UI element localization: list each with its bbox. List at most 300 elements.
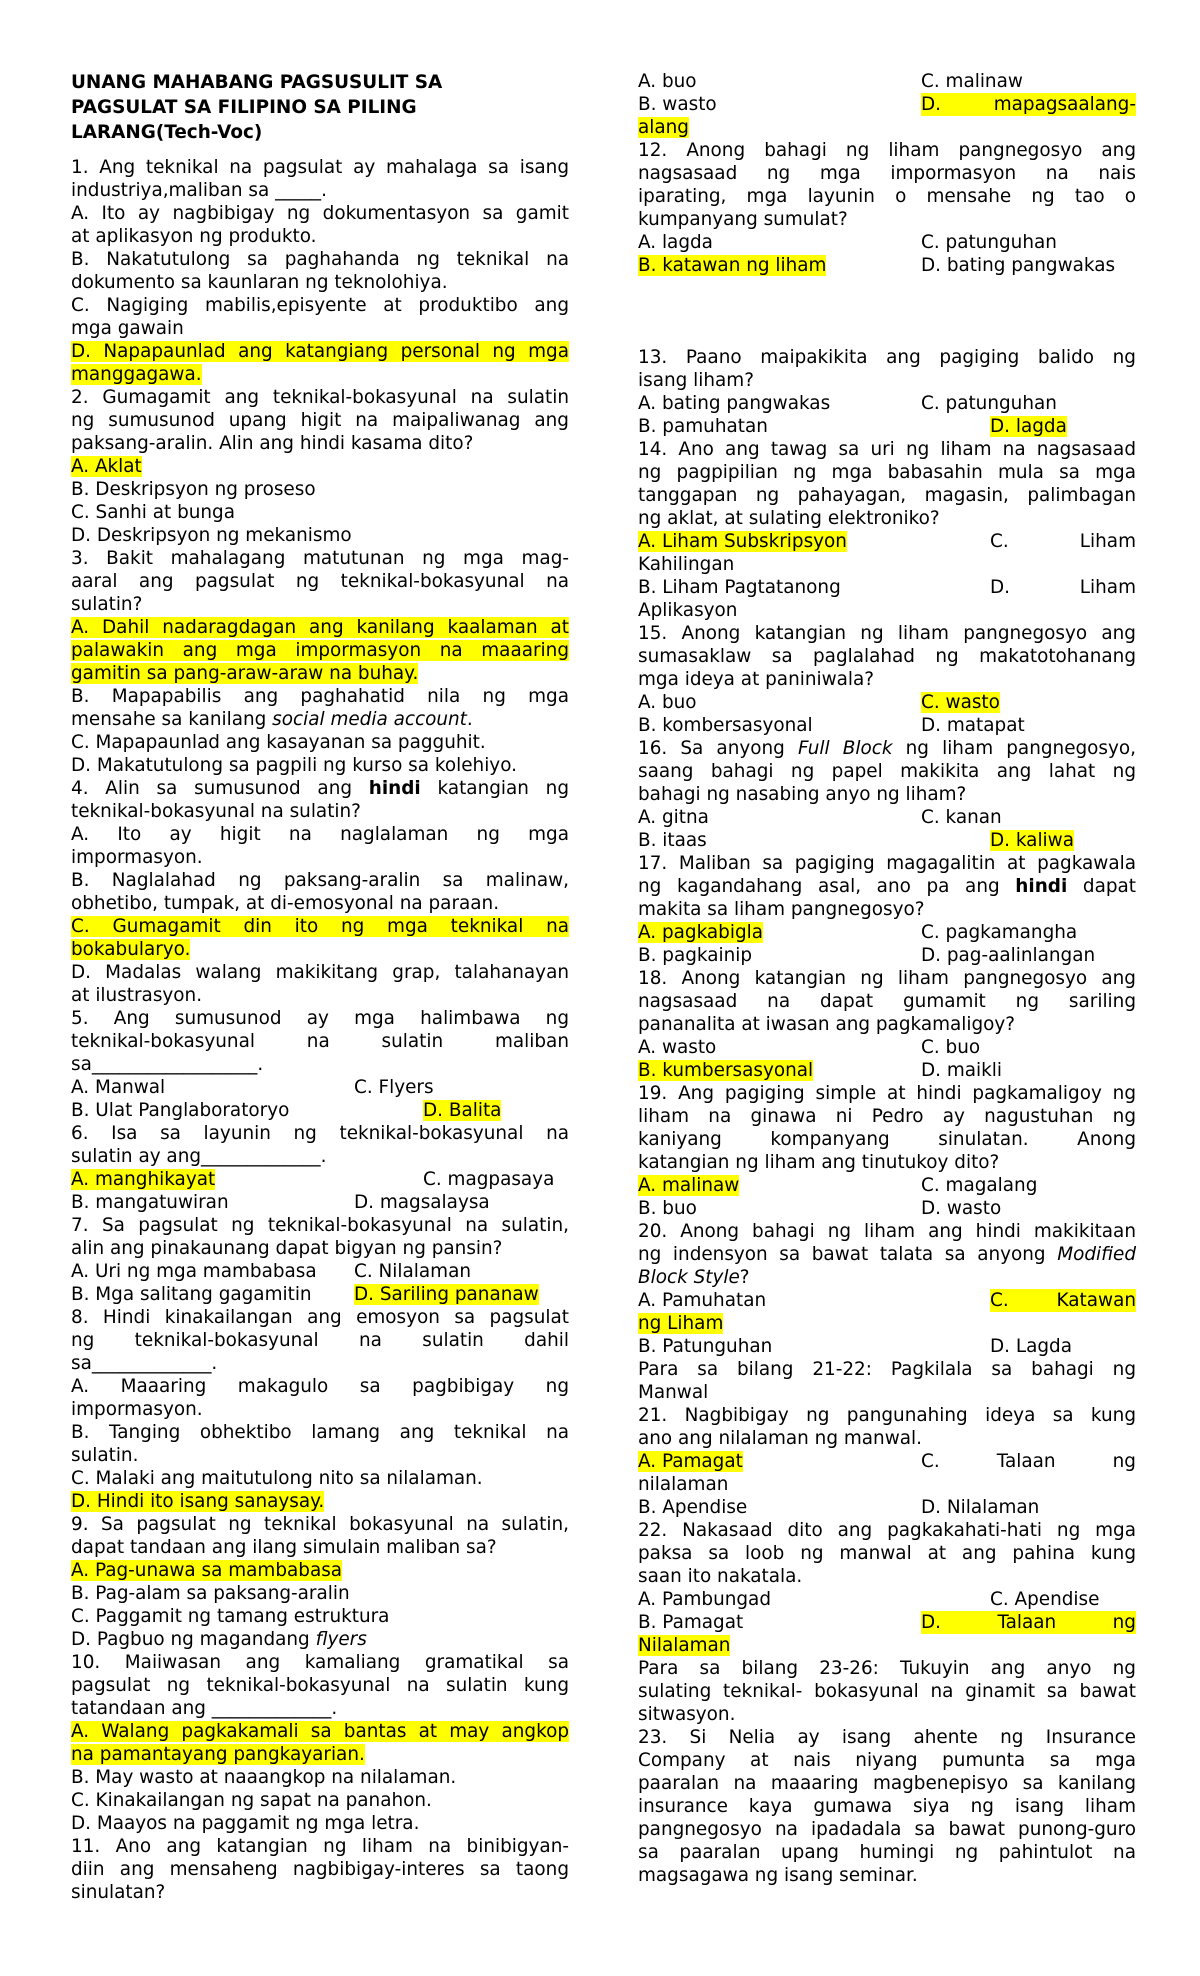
emphasis-text: hindi [1015,876,1068,897]
text-line [71,1122,569,1145]
answer-choice: A. Pamuhatan [638,1290,767,1311]
word: Talaan [997,1612,1057,1633]
answer-choice: B. buo [638,1198,697,1219]
word: ng [1112,1612,1136,1633]
text-line [638,461,1136,484]
text-line [71,1674,569,1697]
answer-choice: D. lagda [990,416,1067,437]
answer-choice-right [921,714,1025,737]
line-text: impormasyon. [71,847,203,868]
answer-choices-row [638,1588,1136,1611]
line-text: Para sa bilang 23-26: Tukuyin ang anyo ng [638,1658,1136,1679]
text-line [71,570,569,593]
line-text: dapat tandaan ang ilang simulain maliban sa? [71,1537,497,1558]
line-text: A. Aklat [71,456,142,477]
italic-text: social media account [272,709,467,730]
text-line [71,294,569,317]
answer-choice-right [921,921,1077,944]
line-text: 18. Anong katangian ng liham pangnegosyo ang [638,968,1136,989]
text-line [71,248,569,271]
text-line [71,1835,569,1858]
line-text: at aplikasyon ng produkto. [71,226,317,247]
answer-choice: B. wasto [638,94,717,115]
text-line [71,317,569,340]
answer-choices-row [638,944,1136,967]
text-line [71,685,569,708]
line-text: D. Madalas walang makikitang grap, talahanayan [71,962,569,983]
answer-choice-right [354,1260,471,1283]
text-line [638,1358,1136,1381]
text-line [71,1030,569,1053]
line-text: ng liham pangnegosyo, [892,738,1136,759]
line-text: 3. Bakit mahalagang matutunan ng mga mag- [71,548,569,569]
text-line [638,1151,1136,1174]
answer-choice: C. patunguhan [921,232,1057,253]
answer-choice: C. kanan [921,807,1002,828]
answer-choice [921,93,1136,116]
text-line [71,892,569,915]
line-text: at ilustrasyon. [71,985,203,1006]
text-line [71,593,569,616]
text-line [71,708,569,731]
answer-choices-row [638,1611,1136,1634]
line-text: dapat [1067,876,1136,897]
text-line [638,185,1136,208]
line-text: ng indensyon sa bawat talata sa anyong [638,1244,1058,1265]
answer-choice: D. Balita [423,1100,502,1121]
line-text: mensahe sa kanilang [71,709,273,730]
line-text: 15. Anong katangian ng liham pangnegosyo ang [638,623,1136,644]
text-line [638,1427,1136,1450]
line-text: saang bahagi ng papel makikita ang lahat ng [638,761,1136,782]
emphasis-text: hindi [368,778,421,799]
answer-choice: C. magalang [921,1175,1038,1196]
text-line [71,754,569,777]
line-text: 11. Ano ang katangian ng liham na binibigyan- [71,1836,569,1857]
answer-choice: C. patunguhan [921,393,1057,414]
line-text: 13. Paano maipakikita ang pagiging balido ng [638,347,1136,368]
line-text: 23. Si Nelia ay isang ahente ng Insurance [638,1727,1136,1748]
answer-choice: A. gitna [638,807,709,828]
line-text: industriya,maliban sa _____. [71,180,327,201]
answer-choice: A. buo [638,71,697,92]
answer-choice-right [354,1283,539,1306]
answer-choice: A. bating pangwakas [638,393,831,414]
word: Katawan [1056,1290,1136,1311]
line-text: ng Liham [638,1313,724,1334]
italic-text: Modified [1057,1244,1136,1265]
answer-choice-right [354,1076,434,1099]
text-line [638,484,1136,507]
line-text: tatandaan ang _____________. [71,1698,338,1719]
line-text: paksa sa loob ng manwal at ang pahina kung [638,1543,1136,1564]
word: Liham [1079,577,1136,598]
word: Talaan [996,1451,1056,1472]
text-line [638,162,1136,185]
line-text: nagsasaad na dapat gumamit ng sariling [638,991,1136,1012]
line-text: palawakin ang mga impormasyon na maaaring [71,640,569,661]
line-text: bokabularyo. [71,939,191,960]
text-line [71,1214,569,1237]
line-text: 1. Ang teknikal na pagsulat ay mahalaga sa isang [71,157,569,178]
answer-choice [921,1450,1136,1473]
text-line [71,800,569,823]
answer-choice: B. Mga salitang gagamitin [71,1284,312,1305]
line-text: sitwasyon. [638,1704,736,1725]
text-line [638,369,1136,392]
line-text: impormasyon. [71,1399,203,1420]
answer-choice-right [921,1496,1039,1519]
answer-choice: D. kaliwa [990,830,1074,851]
spacer [638,277,1136,346]
answer-choices-row [638,1496,1136,1519]
text-line [638,1082,1136,1105]
line-text: 7. Sa pagsulat ng teknikal-bokasyunal na sulatin, [71,1215,569,1236]
answer-choice-right [921,1059,1002,1082]
answer-choice: C. pagkamangha [921,922,1078,943]
text-line [71,386,569,409]
line-text: Para sa bilang 21-22: Pagkilala sa bahagi ng [638,1359,1136,1380]
line-text: 2. Gumagamit ang teknikal-bokasyunal na sulatin [71,387,569,408]
line-text: 12. Anong bahagi ng liham pangnegosyo ang [638,140,1136,161]
text-line [71,731,569,754]
answer-choice: A. manghikayat [71,1169,216,1190]
text-line [71,1812,569,1835]
answer-choices-row [638,714,1136,737]
answer-choice: C. malinaw [921,71,1023,92]
answer-choice: D. Lagda [990,1336,1072,1357]
line-text: kaniyang kompanyang sinulatan. Anong [638,1129,1136,1150]
line-text: C. Gumagamit din ito ng mga teknikal na [71,916,569,937]
line-text: 21. Nagbibigay ng pangunahing ideya sa kung [638,1405,1136,1426]
line-text: B. May wasto at naaangkop na nilalaman. [71,1767,457,1788]
text-line [71,1375,569,1398]
text-line [638,1749,1136,1772]
line-text: 6. Isa sa layunin ng teknikal-bokasyunal na [71,1123,569,1144]
line-text: 5. Ang sumusunod ay mga halimbawa ng [71,1008,569,1029]
answer-choice: A. wasto [638,1037,717,1058]
line-text: ng kagandahang asal, ano pa ang [638,876,1016,897]
line-text: 14. Ano ang tawag sa uri ng liham na nagsasaad [638,439,1136,460]
line-text: obhetibo, tumpak, at di-emosyonal na paraan. [71,893,500,914]
line-text: alang [638,117,689,138]
line-text: 9. Sa pagsulat ng teknikal bokasyunal na sulatin, [71,1514,569,1535]
text-line [638,507,1136,530]
word: D. [921,1612,942,1633]
line-text: 4. Alin sa sumusunod ang [71,778,369,799]
line-text: Nilalaman [638,1635,731,1656]
text-line [71,225,569,248]
answer-choice: D. wasto [921,1198,1002,1219]
answer-choice-right [921,1611,1136,1634]
text-line [71,501,569,524]
line-text: nagsasaad ng mga impormasyon na nais [638,163,1136,184]
answer-choice-right [921,1174,1037,1197]
text-line [638,1519,1136,1542]
text-line [638,1565,1136,1588]
text-line [71,823,569,846]
answer-choices-row [638,921,1136,944]
answer-choice-right [990,415,1067,438]
text-line [71,984,569,1007]
text-line [71,1053,569,1076]
line-text: teknikal-bokasyunal na sulatin maliban [71,1031,569,1052]
answer-choice: A. malinaw [638,1175,740,1196]
line-text: tanggapan ng pahayagan, magasin, palimbagan [638,485,1136,506]
answer-choice: C. Apendise [990,1589,1100,1610]
line-text: A. Pag-unawa sa mambabasa [71,1560,343,1581]
line-text: na pamantayang pangkayarian. [71,1744,365,1765]
line-text: 19. Ang pagiging simple at hindi pagkamaligoy ng [638,1083,1136,1104]
text-line [71,1007,569,1030]
text-line [71,547,569,570]
line-text: sulatin. [71,1445,139,1466]
line-text: A. Maaaring makagulo sa pagbibigay ng [71,1376,569,1397]
line-text: iparating, mga layunin o mensahe ng tao o [638,186,1136,207]
answer-choice: B. mangatuwiran [71,1192,229,1213]
text-line [71,1467,569,1490]
line-text: magsagawa ng isang seminar. [638,1865,918,1886]
line-text: Manwal [638,1382,709,1403]
answer-choice-right [921,1197,1001,1220]
answer-choices-row [71,1076,569,1099]
text-line [71,616,569,639]
answer-choice [990,576,1136,599]
answer-choice-right [921,392,1057,415]
text-line [638,1680,1136,1703]
answer-choice: B. Patunguhan [638,1336,773,1357]
text-line [638,1634,1136,1657]
text-line [71,1398,569,1421]
answer-choices-row [638,829,1136,852]
text-line [71,1329,569,1352]
line-text: 10. Maiiwasan ang kamaliang gramatikal sa [71,1652,569,1673]
line-text: bahagi ng nasabing anyo ng liham? [638,784,967,805]
line-text: C. Kinakailangan ng sapat na panahon. [71,1790,432,1811]
text-line [638,645,1136,668]
answer-choice-right [990,829,1074,852]
line-text: ? [739,1267,750,1288]
answer-choice-right [921,254,1115,277]
line-text: D. Makatutulong sa pagpili ng kurso sa kolehiyo. [71,755,517,776]
word: mapagsaalang- [993,94,1136,115]
answer-choice: A. Pambungad [638,1589,771,1610]
line-text: 22. Nakasaad dito ang pagkakahati-hati ng mga [638,1520,1136,1541]
text-line [71,432,569,455]
answer-choices-row [638,1036,1136,1059]
text-line [71,915,569,938]
text-line [71,777,569,800]
answer-choices-row [638,231,1136,254]
answer-choices-row [638,415,1136,438]
text-line [71,1720,569,1743]
text-line [71,869,569,892]
text-line [71,1444,569,1467]
line-text: D. Napapaunlad ang katangiang personal ng mga [71,341,569,362]
word: D. [990,577,1011,598]
word: C. [921,1451,940,1472]
line-text: mga gawain [71,318,184,339]
line-text: sa__________________. [71,1054,264,1075]
answer-choice: B. katawan ng liham [638,255,827,276]
italic-text: Block Style [638,1267,740,1288]
answer-choice-right [921,231,1057,254]
answer-choice-right [921,1450,1136,1473]
answer-choice: D. pag-aalinlangan [921,945,1096,966]
answer-choice-right [990,576,1136,599]
text-line [638,1841,1136,1864]
answer-choice-right [423,1099,501,1122]
text-line [71,1421,569,1444]
line-text: D. Maayos na paggamit ng mga letra. [71,1813,420,1834]
text-line [71,363,569,386]
line-text: nilalaman [638,1474,729,1495]
answer-choice: C. wasto [921,692,1000,713]
line-text: D. Hindi ito isang sanaysay. [71,1491,325,1512]
word: C. [990,1290,1009,1311]
answer-choices-row [71,1260,569,1283]
text-line [638,208,1136,231]
answer-choices-row [71,1099,569,1122]
text-line [71,1352,569,1375]
line-text: sinulatan? [71,1882,166,1903]
answer-choice: D. matapat [921,715,1025,736]
answer-choice [990,530,1136,553]
answer-choices-row [638,576,1136,599]
line-text: sumasaklaw sa paglalahad ng makatotohanang [638,646,1136,667]
line-text: sa paaralan upang humingi ng pahintulot na [638,1842,1136,1863]
answer-choice: B. pagkainip [638,945,753,966]
text-line [638,116,1136,139]
text-line [638,1864,1136,1887]
answer-choices-row [71,1283,569,1306]
text-line [638,1220,1136,1243]
answer-choice: A. Uri ng mga mambabasa [71,1261,317,1282]
answer-choice: D. Sariling pananaw [354,1284,539,1305]
title-line: PAGSULAT SA FILIPINO SA PILING [71,97,417,118]
text-line [638,438,1136,461]
answer-choice: D. magsalaysa [354,1192,490,1213]
text-line [638,1473,1136,1496]
answer-choice [990,1289,1136,1312]
text-line [638,1818,1136,1841]
line-text: pananalita at iwasan ang pagkamaligoy? [638,1014,1016,1035]
word: ng [1112,1451,1136,1472]
line-text: D. Deskripsyon ng mekanismo [71,525,352,546]
text-line [71,202,569,225]
text-line [638,1266,1136,1289]
line-text: 20. Anong bahagi ng liham ang hindi makikitaan [638,1221,1136,1242]
italic-text: flyers [315,1629,367,1650]
line-text: sulatin? [71,594,143,615]
line-text: pagsulat ng teknikal-bokasyunal na sulatin kung [71,1675,569,1696]
line-text: B. Tanging obhektibo lamang ang teknikal na [71,1422,569,1443]
line-text: A. Ito ay nagbibigay ng dokumentasyon sa gamit [71,203,569,224]
line-text: ng aklat, at sulating elektroniko? [638,508,940,529]
answer-choices-row [638,392,1136,415]
line-text: teknikal-bokasyunal na sulatin? [71,801,361,822]
text-line [638,990,1136,1013]
answer-choices-row [638,1174,1136,1197]
line-text: kumpanyang sumulat? [638,209,848,230]
line-text: paaralan na maaaring magbenepisyo sa kanilang [638,1773,1136,1794]
text-line [638,1657,1136,1680]
answer-choices-row [638,691,1136,714]
answer-choice-right [990,1588,1099,1611]
text-line [638,1542,1136,1565]
line-text: A. Dahil nadaragdagan ang kanilang kaalaman at [71,617,569,638]
text-line [638,852,1136,875]
text-line [71,1697,569,1720]
line-text: . [466,709,473,730]
text-line [71,455,569,478]
text-line [638,139,1136,162]
text-line [638,1312,1136,1335]
word: Liham [1079,531,1136,552]
text-line [71,1789,569,1812]
text-line [71,1536,569,1559]
answer-choice: A. Pamagat [638,1451,743,1472]
text-line [638,622,1136,645]
line-text: alin ang pinakaunang dapat bigyan ng pansin? [71,1238,503,1259]
line-text: B. Pag-alam sa paksang-aralin [71,1583,350,1604]
answer-choice [921,1611,1136,1634]
text-line [71,1651,569,1674]
text-line [638,967,1136,990]
title-line: LARANG(Tech-Voc) [71,122,263,143]
text-line [638,875,1136,898]
line-text: ng pagpipilian ng mga babasahin mula sa mga [638,462,1136,483]
text-line [71,156,569,179]
answer-choice: A. pagkabigla [638,922,763,943]
line-text: B. Deskripsyon ng proseso [71,479,316,500]
answer-choice-right [354,1191,490,1214]
text-line [71,340,569,363]
text-line [71,524,569,547]
answer-choice: C. magpasaya [423,1169,555,1190]
text-line [71,846,569,869]
answer-choice: B. Apendise [638,1497,748,1518]
text-line [71,1145,569,1168]
answer-choice: A. lagda [638,232,713,253]
answer-choices-row [638,70,1136,93]
answer-choice: B. Ulat Panglaboratoryo [71,1100,290,1121]
line-text: liham na ginawa ni Pedro ay nagustuhan ng [638,1106,1136,1127]
line-text: katangian ng liham ang tinutukoy dito? [638,1152,1000,1173]
line-text: isang liham? [638,370,754,391]
text-line [638,1128,1136,1151]
line-text: makita sa liham pangnegosyo? [638,899,925,920]
line-text: 16. Sa anyong [638,738,798,759]
text-line [71,1490,569,1513]
answer-choices-row [638,93,1136,116]
answer-choice-right [921,806,1002,829]
text-line [71,1306,569,1329]
text-line [638,1404,1136,1427]
line-text: Kahilingan [638,554,735,575]
answer-choice: B. kombersasyonal [638,715,813,736]
line-text: C. Malaki ang maitutulong nito sa nilalaman. [71,1468,483,1489]
text-line [638,898,1136,921]
answer-choice-right [921,944,1095,967]
line-text: mga ideya at paniniwala? [638,669,875,690]
left-column [71,70,569,1904]
line-text: sa_____________. [71,1353,218,1374]
answer-choices-row [638,806,1136,829]
text-line [71,1513,569,1536]
line-text: B. Nakatutulong sa paghahanda ng teknikal na [71,249,569,270]
text-line [71,271,569,294]
